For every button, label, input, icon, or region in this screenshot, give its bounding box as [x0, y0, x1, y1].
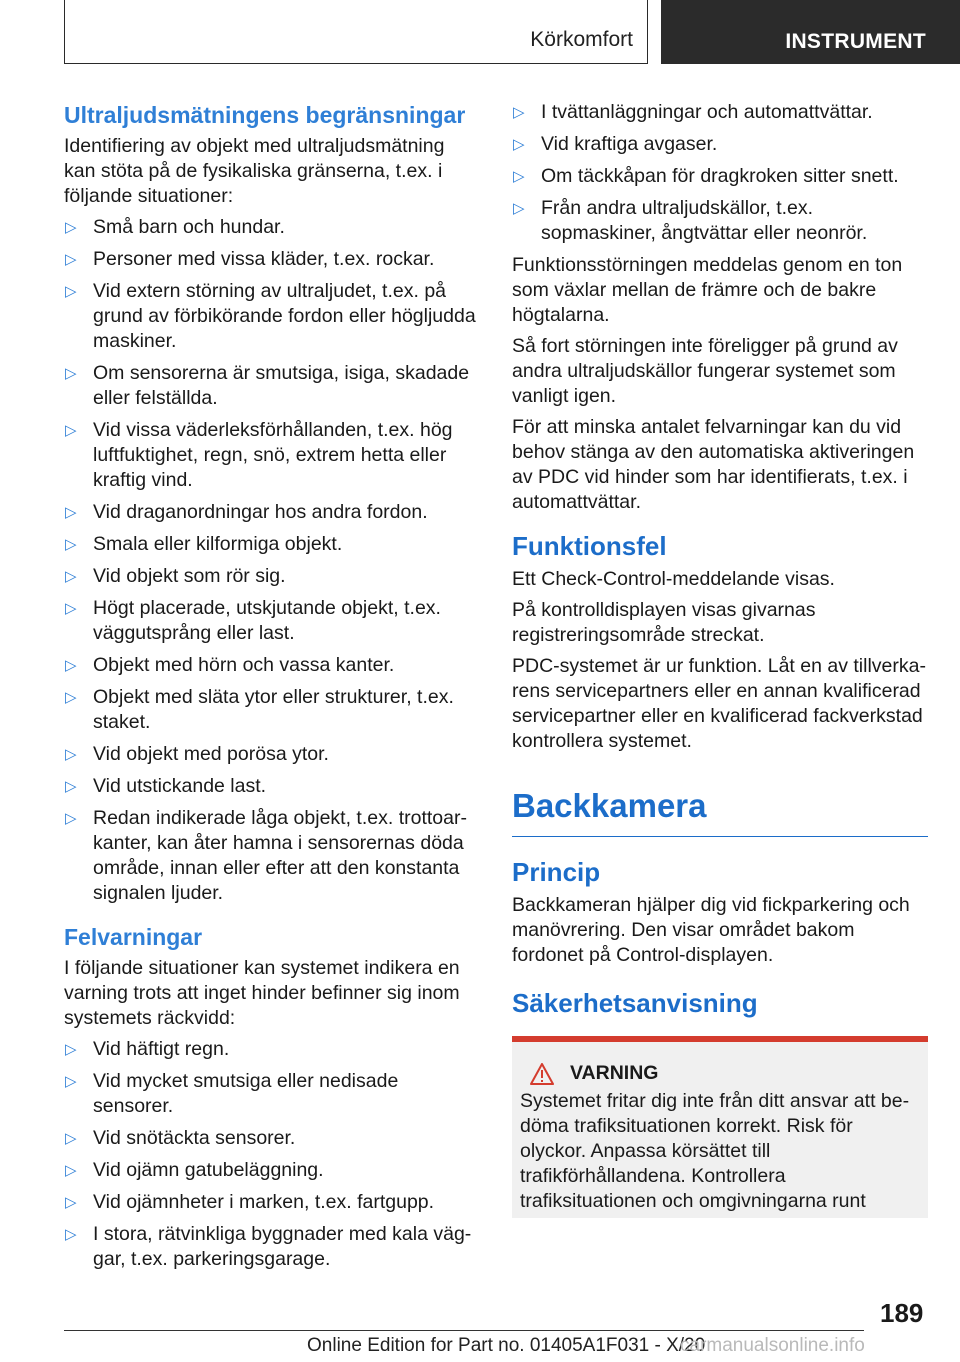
false-warnings-list-continued	[512, 100, 928, 246]
list-item: ▷ Redan indikerade låga objekt, t.ex. trottoarkanter, kan åter hamna i sensorernas döda område, innan eller efter att den konstanta signalen ljuder.	[65, 807, 467, 904]
heading-safety: Säkerhetsanvisning	[512, 988, 758, 1018]
warning-title: VARNING	[570, 1062, 659, 1084]
list-item: ▷ I tvättanläggningar och automattvättar.	[513, 101, 873, 123]
heading-false-warnings: Felvarningar	[64, 924, 203, 950]
list-item: ▷ Vid utstickande last.	[65, 775, 267, 797]
paragraph: Backkameran hjälper dig vid fickparkering och manövrering. Den visar området bakom fordonet på Control-displayen.	[512, 894, 910, 966]
list-item: ▷ Vid extern störning av ultraljudet, t.ex. på grund av förbikörande fordon eller högljudda maskiner.	[65, 280, 476, 352]
list-item: ▷ Vid vissa väderleksförhållanden, t.ex. hög luftfuktighet, regn, snö, extrem hetta eller kraftig vind.	[65, 419, 453, 491]
bullet-triangle-icon: ▷	[65, 1130, 77, 1147]
right-column	[512, 100, 928, 1218]
warning-header	[530, 1062, 920, 1085]
list-item: ▷ Vid objekt som rör sig.	[65, 565, 286, 587]
false-warnings-intro: I följande situationer kan systemet indikera en varning trots att inget hinder befinner sig inom systemets räckvidd:	[64, 957, 460, 1029]
list-item: ▷ Om sensorerna är smutsiga, isiga, skadade eller felställda.	[65, 362, 470, 409]
warning-box	[512, 1036, 928, 1218]
bullet-triangle-icon: ▷	[65, 689, 77, 706]
limits-list	[64, 215, 478, 906]
header-section-tab	[64, 0, 648, 64]
bullet-triangle-icon: ▷	[65, 251, 77, 268]
list-item: ▷ Vid ojämnheter i marken, t.ex. fartgupp.	[65, 1191, 435, 1213]
heading-rear-camera: Backkamera	[512, 784, 928, 837]
bullet-triangle-icon: ▷	[65, 1226, 77, 1243]
bullet-triangle-icon: ▷	[513, 168, 525, 185]
bullet-triangle-icon: ▷	[65, 600, 77, 617]
list-item: ▷ Vid objekt med porösa ytor.	[65, 743, 329, 765]
list-item: ▷ Vid ojämn gatubeläggning.	[65, 1159, 324, 1181]
list-item: ▷ Vid mycket smutsiga eller nedisade sensorer.	[65, 1070, 399, 1117]
heading-principle: Princip	[512, 857, 601, 887]
paragraph: PDC-systemet är ur funktion. Låt en av tillverkarens servicepartners eller en annan kvalificerad servicepartner eller en kvalificerad fackverkstad kontrollera systemet.	[512, 655, 926, 752]
bullet-triangle-icon: ▷	[513, 200, 525, 217]
paragraph: Ett Check-Control-meddelande visas.	[512, 568, 835, 590]
bullet-triangle-icon: ▷	[65, 283, 77, 300]
bullet-triangle-icon: ▷	[65, 778, 77, 795]
footer-divider	[64, 1330, 864, 1331]
heading-limits: Ultraljudsmätningens begränsningar	[64, 102, 466, 128]
bullet-triangle-icon: ▷	[65, 1073, 77, 1090]
list-item: ▷ Objekt med hörn och vassa kanter.	[65, 654, 395, 676]
list-item: ▷ Små barn och hundar.	[65, 216, 285, 238]
header-chapter-tab	[661, 0, 960, 64]
paragraph: För att minska antalet felvarningar kan du vid behov stänga av den automatiska aktiveringen av PDC vid hinder som har identifierats, t.ex. i automattvättar.	[512, 416, 915, 513]
list-item: ▷ Om täckkåpan för dragkroken sitter snett.	[513, 165, 899, 187]
list-item: ▷ I stora, rätvinkliga byggnader med kala väggar, t.ex. parkeringsgarage.	[65, 1223, 472, 1270]
bullet-triangle-icon: ▷	[65, 422, 77, 439]
list-item: ▷ Vid snötäckta sensorer.	[65, 1127, 296, 1149]
bullet-triangle-icon: ▷	[65, 746, 77, 763]
list-item: ▷ Personer med vissa kläder, t.ex. rockar.	[65, 248, 435, 270]
bullet-triangle-icon: ▷	[65, 365, 77, 382]
bullet-triangle-icon: ▷	[65, 1162, 77, 1179]
bullet-triangle-icon: ▷	[513, 104, 525, 121]
list-item: ▷ Högt placerade, utskjutande objekt, t.ex. väggutsprång eller last.	[65, 597, 441, 644]
page-number: 189	[880, 1298, 924, 1328]
paragraph: På kontrolldisplayen visas givarnas registreringsområde streckat.	[512, 599, 816, 646]
false-warnings-list	[64, 1037, 478, 1272]
paragraph: Funktionsstörningen meddelas genom en ton som växlar mellan de främre och de bakre högtalarna.	[512, 254, 903, 326]
list-item: ▷ Vid draganordningar hos andra fordon.	[65, 501, 428, 523]
paragraph: Så fort störningen inte föreligger på grund av andra ultraljudskällor fungerar systemet som vanligt igen.	[512, 335, 898, 407]
list-item: ▷ Smala eller kilformiga objekt.	[65, 533, 343, 555]
bullet-triangle-icon: ▷	[65, 504, 77, 521]
left-column	[64, 100, 478, 1279]
bullet-triangle-icon: ▷	[65, 568, 77, 585]
bullet-triangle-icon: ▷	[65, 1194, 77, 1211]
header-section-title: Körkomfort	[530, 28, 633, 51]
list-item: ▷ Vid kraftiga avgaser.	[513, 133, 718, 155]
header-chapter-title: INSTRUMENT	[785, 30, 926, 53]
warning-text: Systemet fritar dig inte från ditt ansvar att bedöma trafiksituationen korrekt. Risk för olyckor. Anpassa körsättet till trafikförhållandena. Kontrollera trafiksituationen och omgivningarna runt	[520, 1090, 910, 1212]
warning-triangle-icon	[530, 1063, 554, 1085]
bullet-triangle-icon: ▷	[65, 810, 77, 827]
heading-malfunction: Funktionsfel	[512, 531, 667, 561]
watermark: carmanualsonline.info	[680, 1335, 865, 1356]
bullet-triangle-icon: ▷	[65, 219, 77, 236]
bullet-triangle-icon: ▷	[65, 536, 77, 553]
limits-intro: Identifiering av objekt med ultraljudsmätning kan stöta på de fysikaliska gränserna, t.ex. i följande situationer:	[64, 135, 445, 207]
bullet-triangle-icon: ▷	[65, 1041, 77, 1058]
list-item: ▷ Från andra ultraljudskällor, t.ex. sopmaskiner, ångtvättar eller neonrör.	[513, 197, 868, 244]
footer-edition: Online Edition for Part no. 01405A1F031 - X/20	[307, 1335, 706, 1356]
list-item: ▷ Vid häftigt regn.	[65, 1038, 230, 1060]
bullet-triangle-icon: ▷	[513, 136, 525, 153]
bullet-triangle-icon: ▷	[65, 657, 77, 674]
list-item: ▷ Objekt med släta ytor eller strukturer, t.ex. staket.	[65, 686, 454, 733]
